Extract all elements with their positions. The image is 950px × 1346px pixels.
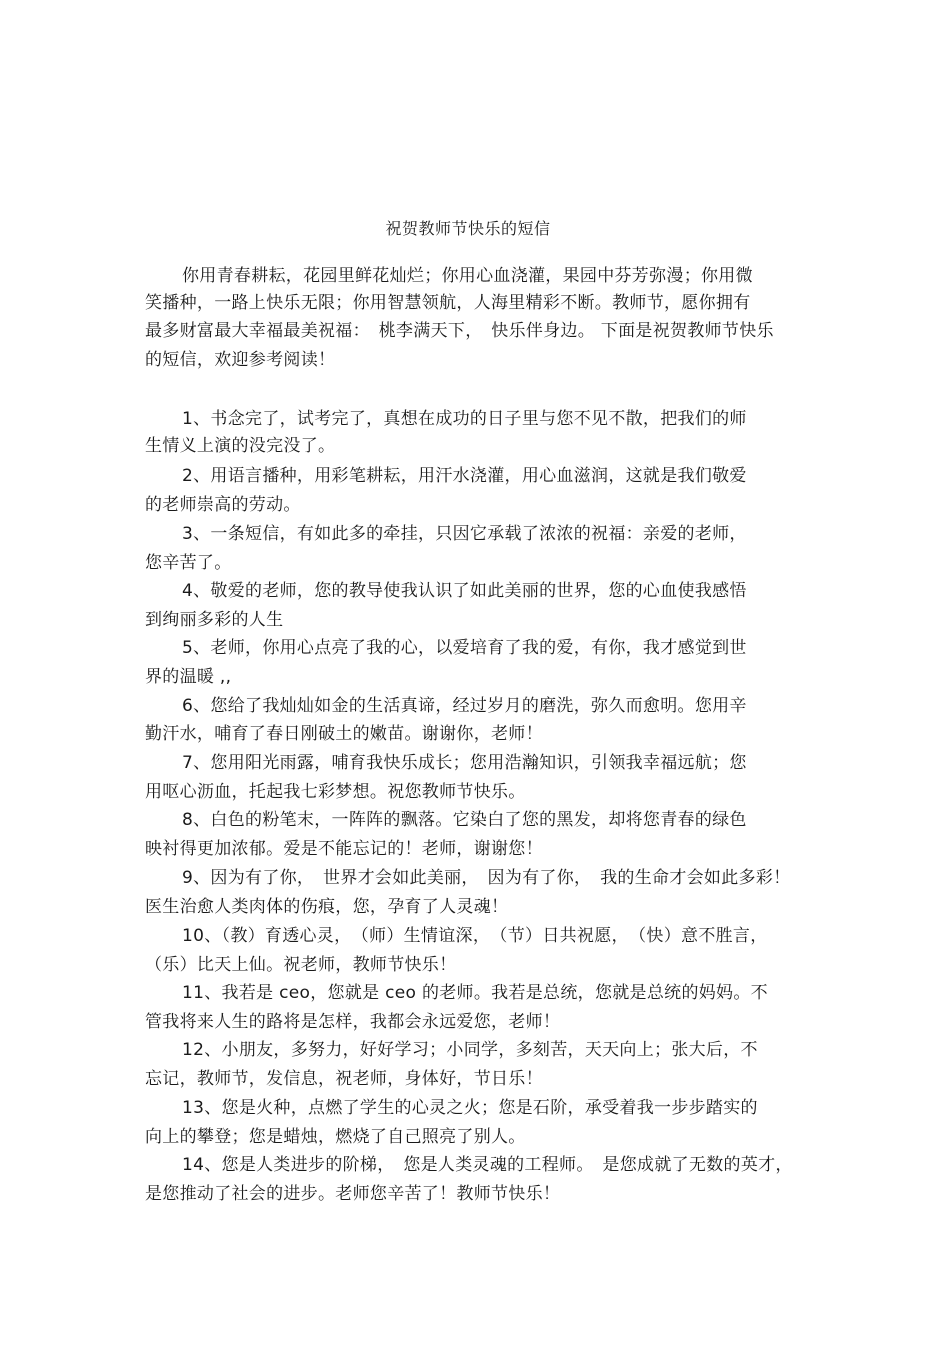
message-line-first: 13、您是火种，点燃了学生的心灵之火；您是石阶，承受着我一步步踏实的 (182, 1098, 758, 1118)
message-line-first: 7、您用阳光雨露，哺育我快乐成长；您用浩瀚知识，引领我幸福远航；您 (182, 753, 747, 773)
message-line-second: 用呕心沥血，托起我七彩梦想。祝您教师节快乐。 (145, 782, 526, 802)
message-line-second: 管我将来人生的路将是怎样，我都会永远爱您，老师！ (145, 1012, 561, 1032)
message-line-first: 11、我若是 ceo，您就是 ceo 的老师。我若是总统，您就是总统的妈妈。不 (182, 983, 768, 1003)
message-line-second: 忘记，教师节，发信息，祝老师，身体好，节日乐！ (145, 1069, 543, 1089)
message-line-second: 医生治愈人类肉体的伤痕，您，孕育了人灵魂！ (145, 897, 509, 917)
message-line-first: 4、敬爱的老师，您的教导使我认识了如此美丽的世界，您的心血使我感悟 (182, 581, 747, 601)
message-line-first: 14、您是人类进步的阶梯， 您是人类灵魂的工程师。 是您成就了无数的英才， (182, 1155, 793, 1175)
message-line-second: 您辛苦了。 (145, 553, 232, 573)
intro-line: 的短信，欢迎参考阅读！ (145, 350, 336, 370)
message-line-first: 8、白色的粉笔末，一阵阵的飘落。它染白了您的黑发，却将您青春的绿色 (182, 810, 747, 830)
message-line-second: （乐）比天上仙。祝老师，教师节快乐！ (145, 955, 457, 975)
message-line-first: 5、老师，你用心点亮了我的心，以爱培育了我的爱，有你，我才感觉到世 (182, 638, 747, 658)
message-line-second: 到绚丽多彩的人生 (145, 610, 284, 630)
message-line-second: 的老师崇高的劳动。 (145, 495, 301, 515)
message-line-first: 12、小朋友，多努力，好好学习；小同学，多刻苦，天天向上；张大后，不 (182, 1040, 758, 1060)
message-line-second: 是您推动了社会的进步。老师您辛苦了！教师节快乐！ (145, 1184, 561, 1204)
intro-line: 笑播种，一路上快乐无限；你用智慧领航，人海里精彩不断。教师节，愿你拥有 (145, 293, 751, 313)
message-line-first: 6、您给了我灿灿如金的生活真谛，经过岁月的磨洗，弥久而愈明。您用辛 (182, 696, 747, 716)
message-line-first: 10、（教）育透心灵， （师）生情谊深， （节）日共祝愿， （快）意不胜言， (182, 926, 768, 946)
intro-line: 最多财富最大幸福最美祝福： 桃李满天下， 快乐伴身边。 下面是祝贺教师节快乐 (145, 321, 774, 341)
intro-line: 你用青春耕耘，花园里鲜花灿烂；你用心血浇灌，果园中芬芳弥漫；你用微 (182, 266, 753, 286)
message-line-second: 勤汗水，哺育了春日刚破土的嫩苗。谢谢你，老师！ (145, 724, 543, 744)
message-line-first: 2、用语言播种，用彩笔耕耘，用汗水浇灌，用心血滋润，这就是我们敬爱 (182, 466, 747, 486)
message-line-first: 1、书念完了，试考完了，真想在成功的日子里与您不见不散，把我们的师 (182, 409, 747, 429)
message-line-second: 界的温暖 ,, (145, 667, 232, 687)
message-line-second: 向上的攀登；您是蜡烛，燃烧了自己照亮了别人。 (145, 1127, 526, 1147)
message-line-first: 9、因为有了你， 世界才会如此美丽， 因为有了你， 我的生命才会如此多彩！ (182, 868, 791, 888)
message-line-second: 生情义上演的没完没了。 (145, 436, 336, 456)
message-line-first: 3、一条短信，有如此多的牵挂，只因它承载了浓浓的祝福：亲爱的老师， (182, 524, 747, 544)
message-line-second: 映衬得更加浓郁。爱是不能忘记的！老师，谢谢您！ (145, 839, 543, 859)
document-title: 祝贺教师节快乐的短信 (385, 219, 551, 238)
